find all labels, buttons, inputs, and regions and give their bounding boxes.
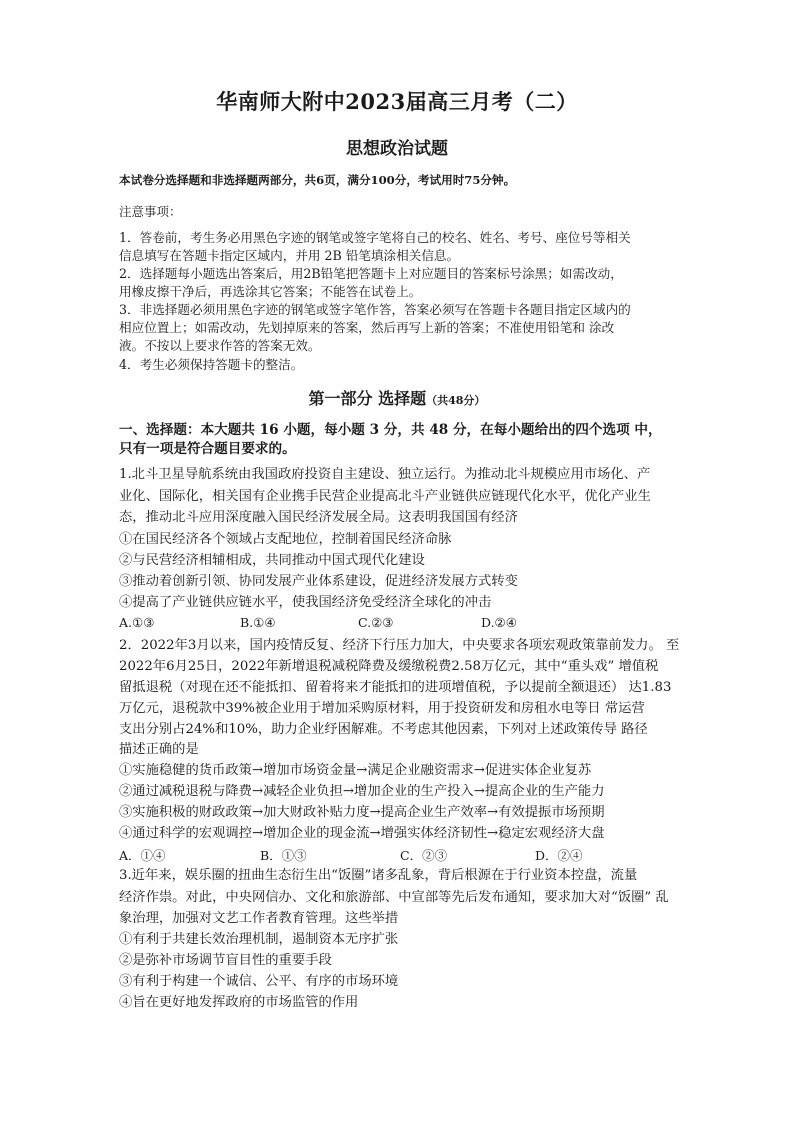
- section-title: 第一部分 选择题: [308, 389, 427, 408]
- section-score: （共48分）: [426, 394, 486, 407]
- question-3-line: 经济作祟。对此，中央网信办、文化和旅游部、中宣部等先后发布通知，要求加大对“饭圈” 乱: [119, 890, 669, 905]
- exam-intro: 本试卷分选择题和非选择题两部分，共6页，满分100分，考试用时75分钟。: [119, 173, 516, 187]
- instruction-line: 一、选择题：本大题共 16 小题，每小题 3 分，共 48 分，在每小题给出的四个选项 中，: [119, 422, 662, 438]
- question-1-line: 业化、国际化，相关国有企业携手民营企业提高北斗产业链供应链现代化水平，优化产业生: [119, 489, 651, 504]
- option-d: D.②④: [481, 615, 517, 630]
- exam-title: 华南师大附中2023届高三月考（二）: [216, 89, 578, 114]
- question-1-line: 1.北斗卫星导航系统由我国政府投资自主建设、独立运行。为推动北斗规模应用市场化、产: [119, 467, 651, 482]
- subject-title: 思想政治试题: [346, 139, 448, 159]
- option-b: B.①④: [240, 615, 276, 630]
- question-3-item: ②是弥补市场调节盲目性的重要手段: [119, 953, 332, 968]
- question-1-item: ③推动着创新引领、协同发展产业体系建设，促进经济发展方式转变: [119, 574, 518, 589]
- question-2-item: ①实施稳健的货币政策→增加市场资金量→满足企业融资需求→促进实体企业复苏: [119, 763, 592, 778]
- question-2-line: 万亿元，退税款中39%被企业用于增加采购原材料，用于投资研发和房租水电等日 常运营: [119, 701, 645, 716]
- question-2-line: 2．2022年3月以来，国内疫情反复、经济下行压力加大，中央要求各项宏观政策靠前发力。 至: [119, 638, 680, 653]
- question-2-item: ④通过科学的宏观调控→增加企业的现金流→增强实体经济韧性→稳定宏观经济大盘: [119, 826, 605, 841]
- option-c: C．②③: [400, 848, 448, 863]
- option-a: A．①④: [119, 848, 166, 863]
- question-1-item: ①在国民经济各个领域占支配地位，控制着国民经济命脉: [119, 532, 452, 547]
- notes-line: 相应位置上；如需改动，先划掉原来的答案，然后再写上新的答案；不准使用铅笔和 涂改: [119, 320, 615, 335]
- notes-line: 2．选择题每小题选出答案后，用2B铅笔把答题卡上对应题目的答案标号涂黑；如需改动，: [119, 266, 623, 281]
- question-1-options: [119, 615, 679, 633]
- notes-line: 信息填写在答题卡指定区域内，并用 2B 铅笔填涂相关信息。: [119, 248, 460, 263]
- notes-line: 4．考生必须保持答题卡的整洁。: [119, 357, 304, 372]
- section-heading: [0, 386, 794, 409]
- question-3-line: 象治理，加强对文艺工作者教育管理。这些举措: [119, 911, 399, 926]
- question-2-item: ③实施积极的财政政策→加大财政补贴力度→提高企业生产效率→有效提振市场预期: [119, 805, 605, 820]
- instruction-line: 只有一项是符合题目要求的。: [119, 441, 296, 457]
- option-b: B．①③: [260, 848, 307, 863]
- notes-heading: 注意事项：: [119, 204, 182, 219]
- notes-line: 用橡皮擦干净后，再选涂其它答案；不能答在试卷上。: [119, 284, 422, 299]
- question-2-line: 2022年6月25日，2022年新增退税减税降费及缓缴税费2.58万亿元，其中“重头戏” 增值税: [119, 659, 659, 674]
- question-2-line: 支出分别占24%和10%，助力企业纾困解难。不考虑其他因素，下列对上述政策传导 路径: [119, 722, 648, 737]
- question-3-item: ③有利于构建一个诚信、公平、有序的市场环境: [119, 974, 399, 989]
- question-1-item: ②与民营经济相辅相成，共同推动中国式现代化建设: [119, 553, 425, 568]
- question-2-line: 描述正确的是: [119, 742, 199, 757]
- question-1-line: 态，推动北斗应用深度融入国民经济发展全局。这表明我国国有经济: [119, 510, 518, 525]
- notes-line: 3．非选择题必须用黑色字迹的钢笔或签字笔作答，答案必须写在答题卡各题目指定区域内的: [119, 302, 631, 317]
- question-3-line: 3.近年来，娱乐圈的扭曲生态衍生出“饭圈”诸多乱象，背后根源在于行业资本控盘，流量: [119, 868, 638, 883]
- option-c: C.②③: [358, 615, 394, 630]
- question-3-item: ④旨在更好地发挥政府的市场监管的作用: [119, 995, 359, 1010]
- question-1-item: ④提高了产业链供应链水平，使我国经济免受经济全球化的冲击: [119, 595, 492, 610]
- notes-line: 1．答卷前，考生务必用黑色字迹的钢笔或签字笔将自己的校名、姓名、考号、座位号等相关: [119, 230, 631, 245]
- option-d: D．②④: [535, 848, 583, 863]
- question-2-item: ②通过减税退税与降费→减轻企业负担→增加企业的生产投入→提高企业的生产能力: [119, 784, 605, 799]
- option-a: A.①③: [119, 615, 155, 630]
- question-2-line: 留抵退税（对现在还不能抵扣、留着将来才能抵扣的进项增值税，予以提前全额退还） 达1.83: [119, 680, 672, 695]
- question-2-options: [119, 846, 679, 864]
- notes-line: 液。不按以上要求作答的答案无效。: [119, 338, 321, 353]
- question-3-item: ①有利于共建长效治理机制，遏制资本无序扩张: [119, 932, 399, 947]
